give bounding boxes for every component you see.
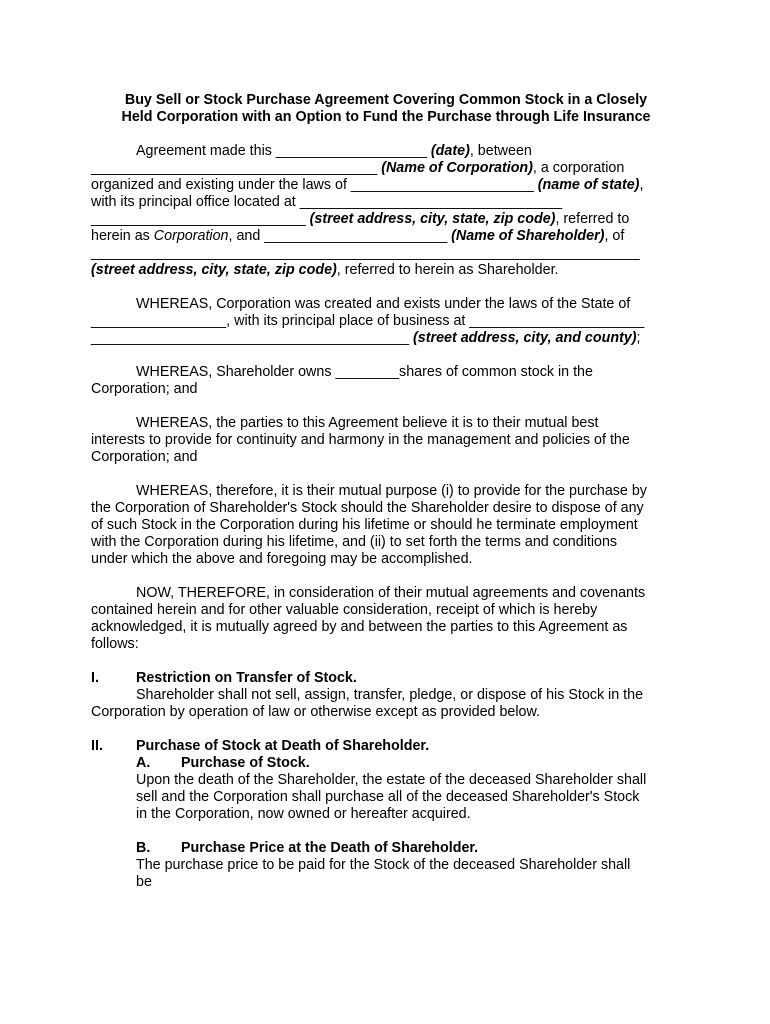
therefore-line-1: NOW, THEREFORE, in consideration of their mutual agreements and covenants <box>136 585 646 601</box>
subsection-a-heading <box>136 755 681 772</box>
subsection-a-line-3: in the Corporation, now owned or hereafter acquired. <box>136 806 471 822</box>
state-placeholder: (name of state) <box>537 177 640 193</box>
whereas4-line-1: WHEREAS, therefore, it is their mutual purpose (i) to provide for the purchase by <box>136 483 647 499</box>
opening-line-8 <box>91 262 681 279</box>
whereas4-line-4: with the Corporation during his lifetime, and (ii) to set forth the terms and conditions <box>91 534 618 550</box>
whereas3-line-2: interests to provide for continuity and harmony in the management and policies of the <box>91 432 630 448</box>
whereas1-line-1: WHEREAS, Corporation was created and exists under the laws of the State of <box>136 296 631 312</box>
section-1-title: Restriction on Transfer of Stock. <box>136 670 357 686</box>
document-title <box>91 92 681 126</box>
text-fragment: organized and existing under the laws of _______________________ <box>91 177 538 193</box>
opening-line-2 <box>91 160 681 177</box>
subsection-a-title: Purchase of Stock. <box>181 755 310 771</box>
therefore-line-4: follows: <box>91 636 139 652</box>
whereas-paragraph-4 <box>91 483 681 568</box>
subsection-a-line-1: Upon the death of the Shareholder, the estate of the deceased Shareholder shall <box>136 772 647 788</box>
therefore-line-2: contained herein and for other valuable consideration, receipt of which is hereby <box>91 602 598 618</box>
section-2 <box>91 738 681 891</box>
opening-line-6 <box>91 228 681 245</box>
whereas2-line-2: Corporation; and <box>91 381 198 397</box>
subsection-a-line-2: sell and the Corporation shall purchase all of the deceased Shareholder's Stock <box>136 789 640 805</box>
opening-line-4: with its principal office located at _________________________________ <box>91 194 563 210</box>
text-fragment: , of <box>604 228 625 244</box>
section-2-title: Purchase of Stock at Death of Shareholder. <box>136 738 430 754</box>
whereas4-line-2: the Corporation of Shareholder's Stock should the Shareholder desire to dispose of any <box>91 500 644 516</box>
opening-line-3 <box>91 177 681 194</box>
text-fragment: , a corporation <box>532 160 625 176</box>
whereas2-line-1: WHEREAS, Shareholder owns ________shares of common stock in the <box>136 364 593 380</box>
subsection-b-line-1: The purchase price to be paid for the Stock of the deceased Shareholder shall <box>136 857 631 873</box>
title-line-1: Buy Sell or Stock Purchase Agreement Covering Common Stock in a Closely <box>124 92 648 108</box>
therefore-line-3: acknowledged, it is mutually agreed by and between the parties to this Agreement as <box>91 619 628 635</box>
shareholder-name-placeholder: (Name of Shareholder) <box>451 228 605 244</box>
text-fragment: , referred to <box>555 211 630 227</box>
text-fragment: ; <box>636 330 641 346</box>
subsection-b-number: B. <box>136 840 151 856</box>
section-1-heading <box>91 670 681 687</box>
text-fragment: , referred to herein as Shareholder. <box>336 262 559 278</box>
opening-line-7: _____________________________________________________________________ <box>91 245 640 261</box>
subsection-b-line-2: be <box>136 874 152 890</box>
subsection-b <box>91 840 681 891</box>
corporation-name-placeholder: (Name of Corporation) <box>381 160 533 176</box>
now-therefore-paragraph <box>91 585 681 653</box>
subsection-b-heading <box>136 840 681 857</box>
county-address-placeholder: (street address, city, and county) <box>413 330 637 346</box>
whereas-paragraph-1 <box>91 296 681 347</box>
text-fragment: , and _______________________ <box>228 228 452 244</box>
whereas-paragraph-2 <box>91 364 681 398</box>
text-fragment: , <box>639 177 644 193</box>
whereas1-line-2: _________________, with its principal place of business at ______________________ <box>91 313 645 329</box>
section-2-number: II. <box>91 738 103 754</box>
whereas3-line-1: WHEREAS, the parties to this Agreement believe it is to their mutual best <box>136 415 599 431</box>
text-fragment: herein as <box>91 228 154 244</box>
opening-paragraph <box>91 143 681 279</box>
corporation-term: Corporation <box>153 228 229 244</box>
section-1-number: I. <box>91 670 99 686</box>
date-placeholder: (date) <box>430 143 470 159</box>
opening-line-5 <box>91 211 681 228</box>
subsection-a-number: A. <box>136 755 151 771</box>
opening-line-1 <box>91 143 681 160</box>
text-fragment: Agreement made this ___________________ <box>136 143 431 159</box>
shareholder-address-placeholder: (street address, city, state, zip code) <box>91 262 337 278</box>
whereas3-line-3: Corporation; and <box>91 449 198 465</box>
whereas1-line-3 <box>91 330 681 347</box>
subsection-a <box>91 755 681 823</box>
whereas4-line-3: of such Stock in the Corporation during his lifetime or should he terminate employment <box>91 517 638 533</box>
document-page <box>91 92 681 908</box>
text-fragment: , between <box>469 143 532 159</box>
whereas-paragraph-3 <box>91 415 681 466</box>
title-line-2: Held Corporation with an Option to Fund the Purchase through Life Insurance <box>121 109 651 125</box>
whereas4-line-5: under which the above and foregoing may be accomplished. <box>91 551 473 567</box>
section-1-line-1: Shareholder shall not sell, assign, transfer, pledge, or dispose of his Stock in the <box>136 687 644 703</box>
section-1 <box>91 670 681 721</box>
subsection-b-title: Purchase Price at the Death of Shareholder. <box>181 840 479 856</box>
text-fragment: ____________________________________ <box>91 160 382 176</box>
address-placeholder: (street address, city, state, zip code) <box>309 211 556 227</box>
section-1-line-2: Corporation by operation of law or otherwise except as provided below. <box>91 704 541 720</box>
text-fragment: ___________________________ <box>91 211 310 227</box>
text-fragment: ________________________________________ <box>91 330 414 346</box>
section-2-heading <box>91 738 681 755</box>
